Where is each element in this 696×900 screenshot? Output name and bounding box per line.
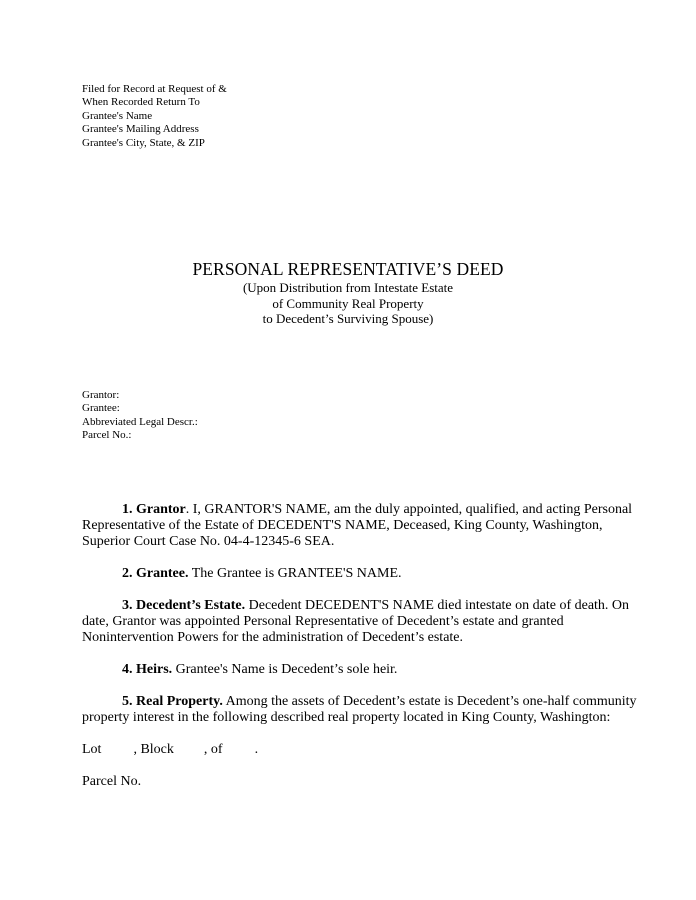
lot-label: Lot xyxy=(82,742,102,757)
block-label: , Block xyxy=(133,742,174,757)
section-grantor xyxy=(82,502,642,550)
section-grantee xyxy=(82,566,642,582)
document-subtitle-line: (Upon Distribution from Intestate Estate xyxy=(242,280,454,295)
section-text: Decedent DECEDENT'S NAME died intestate on date of death. On date, Grantor was appointed Personal Representative of Decedent’s estate and granted Nonintervention Powers for the administration of Decedent’s estate. xyxy=(82,598,630,645)
parcel-label: Parcel No.: xyxy=(82,429,132,442)
title-block xyxy=(0,258,696,327)
legal-description-label: Abbreviated Legal Descr.: xyxy=(82,415,198,428)
header-line: Grantee's City, State, & ZIP xyxy=(82,136,205,149)
document-subtitle-line: to Decedent’s Surviving Spouse) xyxy=(262,311,434,326)
document-subtitle-line: of Community Real Property xyxy=(272,295,424,311)
section-heading: 1. Grantor xyxy=(122,502,186,517)
document-title: PERSONAL REPRESENTATIVE’S DEED xyxy=(192,259,504,279)
section-decedent-estate xyxy=(82,598,642,646)
section-text: I, GRANTOR'S NAME, am the duly appointed, qualified, and acting Personal Representative of the Estate of DECEDENT'S NAME, Deceased, King County, Washington, Superior Court Case No. 04-4-12345-6 SEA. xyxy=(82,502,633,549)
header-line: When Recorded Return To xyxy=(82,96,200,109)
grantee-label: Grantee: xyxy=(82,402,120,415)
section-heading: 5. Real Property. xyxy=(122,694,223,709)
section-heirs xyxy=(82,662,642,678)
section-text: Among the assets of Decedent’s estate is Decedent’s one-half community property interest in the following described real property located in King County, Washington: xyxy=(82,694,637,725)
parcel-number-line: Parcel No. xyxy=(82,774,142,789)
header-line: Grantee's Mailing Address xyxy=(82,123,199,136)
header-line: Filed for Record at Request of & xyxy=(82,83,227,95)
section-text: The Grantee is GRANTEE'S NAME. xyxy=(191,566,402,581)
header-line: Grantee's Name xyxy=(82,109,153,122)
section-separator: . xyxy=(185,502,193,517)
lot-line-end: . xyxy=(254,742,259,757)
section-real-property xyxy=(82,694,642,726)
section-text: Grantee's Name is Decedent’s sole heir. xyxy=(175,662,398,677)
section-heading: 3. Decedent’s Estate. xyxy=(122,598,246,613)
plat-of-label: , of xyxy=(203,742,223,757)
parties-fields-block xyxy=(82,389,198,443)
lot-block-line xyxy=(82,742,642,758)
grantor-label: Grantor: xyxy=(82,389,120,401)
section-heading: 2. Grantee. xyxy=(122,566,189,581)
record-request-block xyxy=(82,83,227,150)
deed-body xyxy=(82,502,642,806)
section-heading: 4. Heirs. xyxy=(122,662,173,677)
